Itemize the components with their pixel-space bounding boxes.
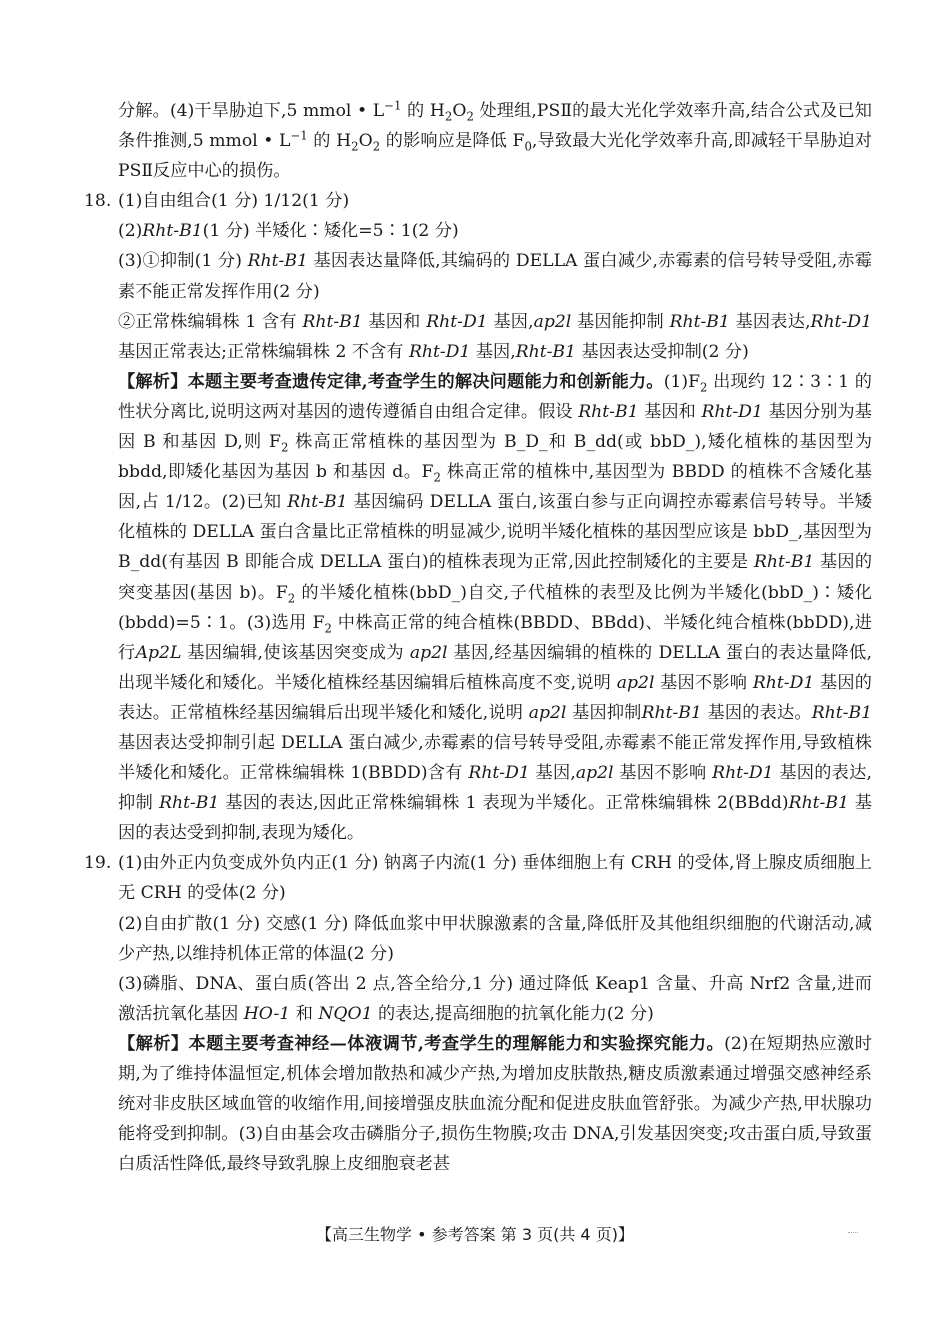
text-segment: 基因的突变基因(基因 b)。F	[118, 552, 873, 603]
gene-name: ap2l	[533, 311, 572, 332]
page-footer: 【高三生物学 • 参考答案 第 3 页(共 4 页)】	[316, 1225, 634, 1244]
text-segment: 株高正常植株的基因型为 B_D_和 B_dd(或 bbD_),矮化植株的基因型为 bbdd,即矮化基因为基因 b 和基因 d。F	[118, 432, 873, 483]
text-segment: (1)F	[663, 371, 700, 392]
gene-name: Rht-D1	[426, 311, 488, 332]
text-segment: O	[358, 131, 373, 152]
text-segment: 基因编辑,使该基因突变成为	[181, 642, 410, 663]
gene-name: ap2l	[575, 763, 614, 784]
subscript: 2	[700, 380, 708, 395]
gene-name: Rht-B1	[788, 793, 849, 814]
text-segment: 基因,	[470, 341, 516, 362]
text-segment: 的影响应是降低 F	[380, 131, 525, 152]
text-segment: 基因表达量降低,其编码的 DELLA 蛋白减少,赤霉素的信号转导受阻,赤霉素不能正常发挥作用(2 分)	[118, 251, 872, 302]
gene-name: Rht-B1	[302, 311, 363, 332]
text-segment: ,导致最大光化学效率升高,即减轻干旱胁迫对 PSⅡ反应中心的损伤。	[118, 131, 872, 182]
subscript: 2	[287, 590, 296, 605]
text-segment: 基因表达受抑制引起 DELLA 蛋白减少,赤霉素的信号转导受阻,赤霉素不能正常发挥作用,导致植株半矮化和矮化。正常株编辑株 1(BBDD)含有	[118, 732, 872, 784]
subscript: 2	[351, 139, 359, 154]
text-segment: 基因表达受抑制(2 分)	[576, 341, 749, 362]
text-segment: 和	[290, 1003, 319, 1024]
text-segment: 基因抑制	[566, 702, 642, 723]
text-segment: 基因的表达。	[701, 702, 812, 723]
subscript: 2	[372, 139, 381, 154]
gene-name: Rht-D1	[468, 763, 530, 784]
q18-answer-3-part2	[84, 307, 872, 367]
gene-name: Rht-B1	[578, 401, 639, 422]
gene-name: Rht-B1	[247, 251, 308, 272]
text-segment: O	[452, 101, 467, 121]
text-segment: 基因不影响	[654, 672, 753, 693]
q18-answer-3	[84, 246, 872, 306]
subscript: 0	[524, 139, 532, 154]
text-segment: 株高正常的植株中,基因型为 BBDD 的植株不含矮化基因,占 1/12。(2)已知	[118, 462, 872, 513]
text-segment: (2)	[118, 221, 143, 242]
subscript: 2	[466, 109, 474, 124]
gene-name: Rht-B1	[669, 311, 730, 332]
gene-name: Rht-B1	[641, 702, 702, 723]
gene-name: Ap2L	[135, 642, 182, 663]
gene-name: Rht-B1	[159, 793, 220, 814]
gene-name: Rht-D1	[701, 401, 763, 422]
text-segment: 基因的表达受到抑制,表现为矮化。	[118, 793, 872, 844]
text-segment: 基因的表达,因此正常株编辑株 1 表现为半矮化。正常株编辑株 2(BBdd)	[219, 793, 789, 814]
text-segment: 的 H	[401, 101, 445, 121]
text-segment: 基因不影响	[613, 763, 713, 784]
question-number: 19.	[84, 853, 112, 874]
q18-explanation	[84, 367, 872, 849]
gene-name: Rht-D1	[712, 763, 774, 784]
gene-name: ap2l	[616, 672, 655, 693]
text-segment: 基因正常表达;正常株编辑株 2 不含有	[118, 341, 409, 362]
gene-name: HO-1	[243, 1003, 291, 1024]
explanation-heading: 【解析】本题主要考查遗传定律,考查学生的解决问题能力和创新能力。	[118, 371, 664, 392]
text-segment: (1)由外正内负变成外负内正(1 分) 钠离子内流(1 分) 垂体细胞上有 CRH 的受体,肾上腺皮质细胞上无 CRH 的受体(2 分)	[118, 853, 872, 904]
text-segment: 基因和	[362, 311, 427, 332]
text-segment: 中株高正常的纯合植株(BBDD、BBdd)、半矮化纯合植株(bbDD),进行	[118, 612, 872, 663]
text-segment: 的表达,提高细胞的抗氧化能力(2 分)	[372, 1003, 654, 1024]
subscript: 2	[280, 440, 289, 455]
q19-answer-1	[84, 848, 872, 908]
q19-answer-2	[84, 909, 872, 969]
gene-name: Rht-D1	[810, 311, 872, 332]
text-segment: 的 H	[307, 131, 352, 152]
gene-name: Rht-B1	[515, 341, 576, 362]
text-segment: (2)自由扩散(1 分) 交感(1 分) 降低血浆中甲状腺激素的含量,降低肝及其他组织细胞的代谢活动,减少产热,以维持机体正常的体温(2 分)	[118, 913, 872, 964]
subscript: 2	[433, 470, 441, 485]
text-segment: 基因的表达,抑制	[118, 763, 872, 814]
text-segment: 基因编码 DELLA 蛋白,该蛋白参与正向调控赤霉素信号转导。半矮化植株的 DELLA 蛋白含量比正常植株的明显减少,说明半矮化植株的基因型应该是 bbD_,基因型为 B_dd(有基因 B 即能合成 DELLA 蛋白)的植株表现为正常,因此控制矮化的主要是	[118, 492, 872, 573]
subscript: 2	[324, 621, 332, 636]
text-segment: (1 分) 半矮化∶矮化=5∶1(2 分)	[202, 221, 459, 242]
q19-answer-3	[84, 969, 872, 1029]
text-segment: (1)自由组合(1 分) 1/12(1 分)	[118, 191, 350, 212]
gene-name: Rht-D1	[408, 341, 471, 362]
q18-answer-2	[84, 216, 872, 246]
gene-name: Rht-D1	[752, 672, 815, 693]
q19-explanation	[84, 1029, 872, 1179]
superscript: −1	[290, 128, 308, 143]
superscript: −1	[384, 98, 402, 113]
text-segment: 基因的表达。正常植株经基因编辑后出现半矮化和矮化,说明	[118, 672, 872, 723]
text-segment: 基因,经基因编辑的植株的 DELLA 蛋白的表达量降低,出现半矮化和矮化。半矮化植株经基因编辑后植株高度不变,说明	[118, 642, 872, 693]
text-segment: 基因,	[529, 763, 576, 784]
text-segment: 基因和	[638, 401, 702, 422]
text-segment: (2)在短期热应激时期,为了维持体温恒定,机体会增加散热和减少产热,为增加皮肤散热,糖皮质激素通过增强交感神经系统对非皮肤区域血管的收缩作用,间接增强皮肤血流分配和促进皮肤血管舒张。为减少产热,甲状腺功能将受到抑制。(3)自由基会攻击磷脂分子,损伤生物膜;攻击 DNA,引发基因突变;攻击蛋白质,导致蛋白质活性降低,最终导致乳腺上皮细胞衰老甚	[118, 1033, 872, 1175]
q18-answer-1	[84, 186, 872, 216]
corner-mark	[848, 1228, 858, 1233]
question-number: 18.	[84, 191, 112, 212]
text-segment: 基因能抑制	[571, 311, 670, 332]
text-segment: 处理组,PSⅡ的最大光化学效率升高,结合公式及已知条件推测,5 mmol • L	[118, 101, 872, 152]
q17-explanation-continuation	[84, 96, 872, 186]
text-segment: 基因表达,	[729, 311, 811, 332]
gene-name: NQO1	[318, 1003, 373, 1024]
text-segment: 分解。(4)干旱胁迫下,5 mmol • L	[118, 101, 385, 121]
gene-name: Rht-B1	[142, 221, 203, 242]
explanation-heading: 【解析】本题主要考查神经—体液调节,考查学生的理解能力和实验探究能力。	[118, 1033, 725, 1054]
text-segment: 出现约 12∶3∶1 的性状分离比,说明这两对基因的遗传遵循自由组合定律。假设	[118, 371, 872, 422]
gene-name: Rht-B1	[753, 552, 815, 573]
gene-name: Rht-B1	[287, 492, 348, 513]
text-segment: (3)①抑制(1 分)	[118, 251, 248, 272]
text-segment: ②正常株编辑株 1 含有	[118, 311, 303, 332]
text-segment: 基因分别为基因 B 和基因 D,则 F	[118, 401, 872, 453]
gene-name: ap2l	[528, 702, 567, 723]
answer-content	[84, 96, 872, 1179]
text-segment: (3)磷脂、DNA、蛋白质(答出 2 点,答全给分,1 分) 通过降低 Keap1 含量、升高 Nrf2 含量,进而激活抗氧化基因	[118, 973, 872, 1024]
text-segment: 基因,	[487, 311, 534, 332]
gene-name: ap2l	[409, 642, 448, 663]
gene-name: Rht-B1	[811, 702, 873, 723]
subscript: 2	[444, 109, 453, 124]
text-segment: 的半矮化植株(bbD_)自交,子代植株的表型及比例为半矮化(bbD_)∶矮化(bbdd)=5∶1。(3)选用 F	[118, 582, 872, 633]
